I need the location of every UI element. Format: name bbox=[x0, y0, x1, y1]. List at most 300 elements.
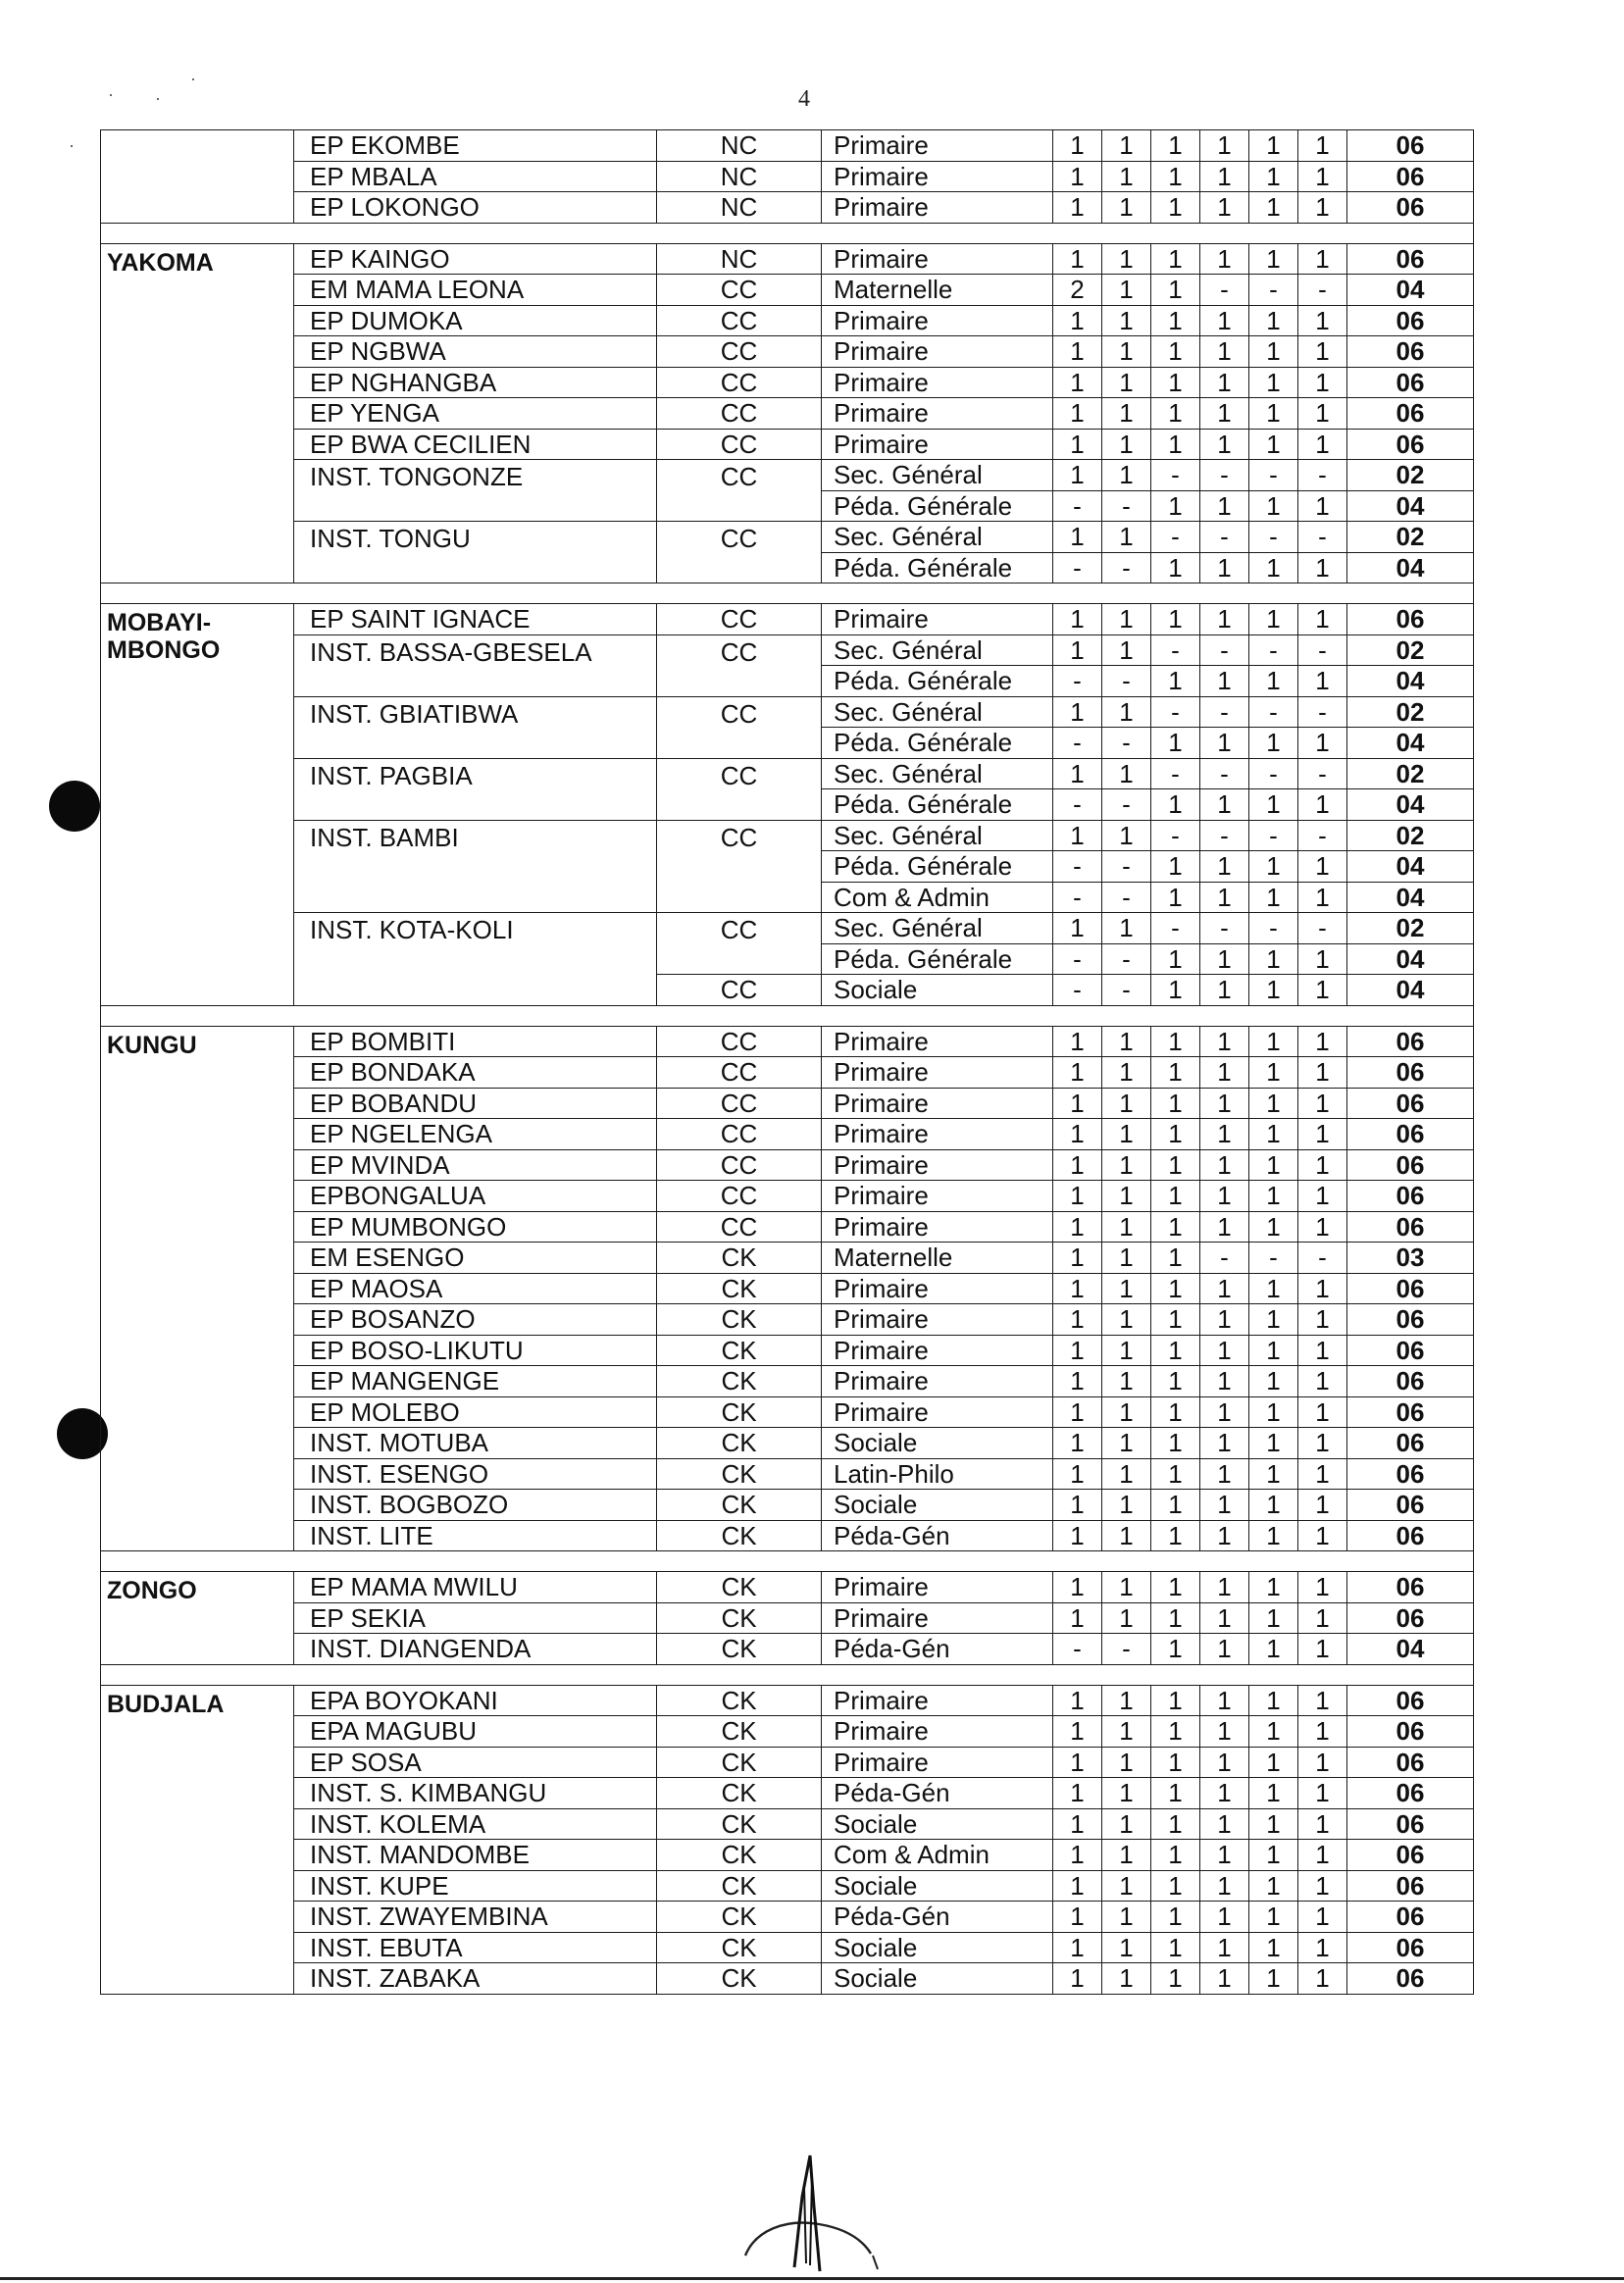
class-count-cell: - bbox=[1053, 552, 1102, 583]
option-cell: Primaire bbox=[822, 1149, 1053, 1181]
class-count-cell: 1 bbox=[1298, 490, 1347, 522]
class-count-cell: 1 bbox=[1053, 913, 1102, 944]
class-count-cell: 1 bbox=[1053, 1520, 1102, 1551]
class-count-cell: - bbox=[1053, 943, 1102, 975]
scan-speck bbox=[157, 98, 159, 100]
class-count-cell: - bbox=[1298, 1243, 1347, 1274]
class-count-cell: 1 bbox=[1053, 1273, 1102, 1304]
school-name-cell: INST. BOGBOZO bbox=[294, 1490, 657, 1521]
school-name-cell: INST. MOTUBA bbox=[294, 1428, 657, 1459]
class-count-cell: 1 bbox=[1102, 1572, 1151, 1603]
class-count-cell: 1 bbox=[1298, 367, 1347, 398]
class-count-cell: 2 bbox=[1053, 275, 1102, 306]
class-count-cell: - bbox=[1053, 728, 1102, 759]
class-count-cell: 1 bbox=[1102, 1119, 1151, 1150]
class-count-cell: 1 bbox=[1053, 429, 1102, 460]
class-count-cell: 1 bbox=[1200, 1119, 1249, 1150]
table-row bbox=[101, 1273, 1474, 1304]
class-count-cell: 1 bbox=[1200, 1428, 1249, 1459]
class-count-cell: 1 bbox=[1298, 1808, 1347, 1840]
district-cell: ZONGO bbox=[101, 1572, 294, 1665]
class-count-cell: 1 bbox=[1151, 666, 1200, 697]
spacer-cell bbox=[101, 1005, 1474, 1026]
class-count-cell: - bbox=[1249, 913, 1298, 944]
class-count-cell: 1 bbox=[1102, 1243, 1151, 1274]
class-count-cell: 1 bbox=[1249, 1119, 1298, 1150]
total-cell: 06 bbox=[1347, 429, 1474, 460]
class-count-cell: 1 bbox=[1200, 1149, 1249, 1181]
class-count-cell: 1 bbox=[1249, 1634, 1298, 1665]
regime-cell: CK bbox=[657, 1870, 822, 1902]
class-count-cell: 1 bbox=[1249, 604, 1298, 635]
school-name-cell: EP NGELENGA bbox=[294, 1119, 657, 1150]
class-count-cell: 1 bbox=[1102, 336, 1151, 368]
class-count-cell: 1 bbox=[1298, 552, 1347, 583]
class-count-cell: - bbox=[1249, 522, 1298, 553]
total-cell: 06 bbox=[1347, 1602, 1474, 1634]
class-count-cell: - bbox=[1249, 1243, 1298, 1274]
class-count-cell: 1 bbox=[1102, 1902, 1151, 1933]
group-spacer bbox=[101, 1551, 1474, 1572]
class-count-cell: 1 bbox=[1298, 943, 1347, 975]
class-count-cell: 1 bbox=[1200, 1808, 1249, 1840]
school-name-cell: INST. PAGBIA bbox=[294, 758, 657, 820]
option-cell: Sociale bbox=[822, 1490, 1053, 1521]
class-count-cell: 1 bbox=[1102, 1428, 1151, 1459]
option-cell: Sociale bbox=[822, 1428, 1053, 1459]
table-row bbox=[101, 1520, 1474, 1551]
class-count-cell: 1 bbox=[1298, 1396, 1347, 1428]
regime-cell: CK bbox=[657, 1490, 822, 1521]
school-name-cell: INST. TONGU bbox=[294, 522, 657, 583]
class-count-cell: 1 bbox=[1298, 1902, 1347, 1933]
class-count-cell: 1 bbox=[1298, 243, 1347, 275]
class-count-cell: 1 bbox=[1102, 1932, 1151, 1963]
total-cell: 06 bbox=[1347, 1057, 1474, 1089]
class-count-cell: 1 bbox=[1298, 851, 1347, 883]
class-count-cell: 1 bbox=[1053, 1490, 1102, 1521]
regime-cell: CC bbox=[657, 634, 822, 696]
option-cell: Primaire bbox=[822, 604, 1053, 635]
total-cell: 06 bbox=[1347, 1366, 1474, 1397]
table-row bbox=[101, 1747, 1474, 1778]
class-count-cell: 1 bbox=[1102, 1211, 1151, 1243]
table-row bbox=[101, 1181, 1474, 1212]
regime-cell: CC bbox=[657, 398, 822, 430]
option-cell: Primaire bbox=[822, 1366, 1053, 1397]
scan-speck bbox=[110, 94, 112, 96]
school-name-cell: INST. LITE bbox=[294, 1520, 657, 1551]
table-row bbox=[101, 1335, 1474, 1366]
class-count-cell: 1 bbox=[1298, 1119, 1347, 1150]
class-count-cell: 1 bbox=[1298, 192, 1347, 224]
class-count-cell: 1 bbox=[1151, 1902, 1200, 1933]
table-row bbox=[101, 1119, 1474, 1150]
table-row bbox=[101, 1304, 1474, 1336]
regime-cell: CK bbox=[657, 1458, 822, 1490]
district-cell: KUNGU bbox=[101, 1026, 294, 1551]
class-count-cell: 1 bbox=[1151, 552, 1200, 583]
class-count-cell: 1 bbox=[1053, 1057, 1102, 1089]
class-count-cell: - bbox=[1249, 696, 1298, 728]
class-count-cell: 1 bbox=[1102, 1057, 1151, 1089]
class-count-cell: 1 bbox=[1102, 758, 1151, 789]
class-count-cell: 1 bbox=[1249, 666, 1298, 697]
class-count-cell: 1 bbox=[1151, 1243, 1200, 1274]
group-spacer bbox=[101, 583, 1474, 604]
class-count-cell: 1 bbox=[1053, 1808, 1102, 1840]
class-count-cell: 1 bbox=[1102, 1747, 1151, 1778]
class-count-cell: 1 bbox=[1151, 161, 1200, 192]
regime-cell: CC bbox=[657, 522, 822, 583]
table-row bbox=[101, 634, 1474, 666]
table-row bbox=[101, 161, 1474, 192]
class-count-cell: 1 bbox=[1249, 243, 1298, 275]
class-count-cell: 1 bbox=[1200, 1716, 1249, 1748]
total-cell: 04 bbox=[1347, 728, 1474, 759]
school-name-cell: INST. KOTA-KOLI bbox=[294, 913, 657, 1006]
school-name-cell: INST. BAMBI bbox=[294, 820, 657, 913]
class-count-cell: 1 bbox=[1249, 1428, 1298, 1459]
school-name-cell: EPA MAGUBU bbox=[294, 1716, 657, 1748]
total-cell: 06 bbox=[1347, 1026, 1474, 1057]
class-count-cell: 1 bbox=[1298, 882, 1347, 913]
class-count-cell: 1 bbox=[1053, 1747, 1102, 1778]
table-row bbox=[101, 1716, 1474, 1748]
class-count-cell: - bbox=[1200, 820, 1249, 851]
staffing-table bbox=[100, 129, 1474, 1995]
school-name-cell: EPA BOYOKANI bbox=[294, 1685, 657, 1716]
option-cell: Primaire bbox=[822, 1396, 1053, 1428]
regime-cell: CC bbox=[657, 1119, 822, 1150]
table-row bbox=[101, 1602, 1474, 1634]
total-cell: 06 bbox=[1347, 192, 1474, 224]
class-count-cell: 1 bbox=[1298, 1181, 1347, 1212]
class-count-cell: 1 bbox=[1298, 305, 1347, 336]
class-count-cell: 1 bbox=[1200, 192, 1249, 224]
class-count-cell: - bbox=[1053, 882, 1102, 913]
class-count-cell: 1 bbox=[1249, 490, 1298, 522]
regime-cell: CC bbox=[657, 1088, 822, 1119]
class-count-cell: 1 bbox=[1298, 1335, 1347, 1366]
class-count-cell: 1 bbox=[1102, 1716, 1151, 1748]
class-count-cell: 1 bbox=[1200, 1088, 1249, 1119]
class-count-cell: 1 bbox=[1053, 460, 1102, 491]
class-count-cell: 1 bbox=[1151, 1211, 1200, 1243]
class-count-cell: 1 bbox=[1249, 975, 1298, 1006]
handwritten-signature bbox=[726, 2148, 883, 2275]
class-count-cell: 1 bbox=[1298, 1490, 1347, 1521]
total-cell: 02 bbox=[1347, 634, 1474, 666]
class-count-cell: 1 bbox=[1102, 367, 1151, 398]
class-count-cell: 1 bbox=[1151, 243, 1200, 275]
regime-cell: NC bbox=[657, 161, 822, 192]
class-count-cell: 1 bbox=[1053, 1428, 1102, 1459]
class-count-cell: 1 bbox=[1249, 1602, 1298, 1634]
class-count-cell: 1 bbox=[1151, 1685, 1200, 1716]
table-row bbox=[101, 696, 1474, 728]
class-count-cell: - bbox=[1102, 882, 1151, 913]
class-count-cell: - bbox=[1200, 913, 1249, 944]
class-count-cell: 1 bbox=[1053, 522, 1102, 553]
option-cell: Primaire bbox=[822, 1119, 1053, 1150]
regime-cell: CC bbox=[657, 696, 822, 758]
total-cell: 04 bbox=[1347, 851, 1474, 883]
table-row bbox=[101, 1088, 1474, 1119]
class-count-cell: 1 bbox=[1298, 1963, 1347, 1995]
class-count-cell: 1 bbox=[1298, 130, 1347, 162]
school-name-cell: EP EKOMBE bbox=[294, 130, 657, 162]
class-count-cell: 1 bbox=[1200, 1963, 1249, 1995]
class-count-cell: 1 bbox=[1249, 1490, 1298, 1521]
class-count-cell: 1 bbox=[1298, 1366, 1347, 1397]
option-cell: Primaire bbox=[822, 1685, 1053, 1716]
table-row bbox=[101, 1685, 1474, 1716]
school-name-cell: INST. ZABAKA bbox=[294, 1963, 657, 1995]
school-name-cell: EP BOBANDU bbox=[294, 1088, 657, 1119]
class-count-cell: 1 bbox=[1151, 1808, 1200, 1840]
school-name-cell: INST. BASSA-GBESELA bbox=[294, 634, 657, 696]
class-count-cell: - bbox=[1102, 789, 1151, 821]
total-cell: 04 bbox=[1347, 789, 1474, 821]
class-count-cell: - bbox=[1200, 696, 1249, 728]
total-cell: 06 bbox=[1347, 1211, 1474, 1243]
class-count-cell: 1 bbox=[1249, 1685, 1298, 1716]
class-count-cell: 1 bbox=[1200, 1685, 1249, 1716]
class-count-cell: 1 bbox=[1298, 161, 1347, 192]
class-count-cell: 1 bbox=[1053, 1778, 1102, 1809]
class-count-cell: - bbox=[1298, 758, 1347, 789]
class-count-cell: - bbox=[1102, 666, 1151, 697]
class-count-cell: 1 bbox=[1249, 1149, 1298, 1181]
total-cell: 06 bbox=[1347, 1747, 1474, 1778]
regime-cell: CK bbox=[657, 1932, 822, 1963]
class-count-cell: 1 bbox=[1298, 1520, 1347, 1551]
class-count-cell: 1 bbox=[1151, 1149, 1200, 1181]
regime-cell: CC bbox=[657, 460, 822, 522]
class-count-cell: 1 bbox=[1298, 1778, 1347, 1809]
school-name-cell: EP SOSA bbox=[294, 1747, 657, 1778]
class-count-cell: 1 bbox=[1151, 1572, 1200, 1603]
total-cell: 06 bbox=[1347, 305, 1474, 336]
class-count-cell: 1 bbox=[1102, 604, 1151, 635]
total-cell: 06 bbox=[1347, 1778, 1474, 1809]
class-count-cell: - bbox=[1249, 460, 1298, 491]
regime-cell: CC bbox=[657, 1181, 822, 1212]
regime-cell: CK bbox=[657, 1963, 822, 1995]
school-name-cell: INST. DIANGENDA bbox=[294, 1634, 657, 1665]
class-count-cell: 1 bbox=[1298, 1747, 1347, 1778]
option-cell: Primaire bbox=[822, 1304, 1053, 1336]
class-count-cell: 1 bbox=[1200, 1572, 1249, 1603]
class-count-cell: 1 bbox=[1200, 728, 1249, 759]
table-row bbox=[101, 1490, 1474, 1521]
class-count-cell: 1 bbox=[1151, 490, 1200, 522]
class-count-cell: 1 bbox=[1249, 1520, 1298, 1551]
school-name-cell: EP BONDAKA bbox=[294, 1057, 657, 1089]
regime-cell: CK bbox=[657, 1685, 822, 1716]
class-count-cell: 1 bbox=[1053, 243, 1102, 275]
table-row bbox=[101, 367, 1474, 398]
total-cell: 06 bbox=[1347, 1870, 1474, 1902]
option-cell: Péda-Gén bbox=[822, 1902, 1053, 1933]
total-cell: 06 bbox=[1347, 161, 1474, 192]
total-cell: 06 bbox=[1347, 1088, 1474, 1119]
class-count-cell: 1 bbox=[1298, 1428, 1347, 1459]
class-count-cell: 1 bbox=[1102, 398, 1151, 430]
total-cell: 06 bbox=[1347, 367, 1474, 398]
regime-cell: CK bbox=[657, 1602, 822, 1634]
option-cell: Primaire bbox=[822, 192, 1053, 224]
table-row bbox=[101, 1428, 1474, 1459]
regime-cell: CC bbox=[657, 604, 822, 635]
option-cell: Primaire bbox=[822, 429, 1053, 460]
table-row bbox=[101, 1932, 1474, 1963]
option-cell: Péda. Générale bbox=[822, 666, 1053, 697]
class-count-cell: - bbox=[1298, 634, 1347, 666]
class-count-cell: 1 bbox=[1151, 1181, 1200, 1212]
class-count-cell: - bbox=[1200, 275, 1249, 306]
option-cell: Péda-Gén bbox=[822, 1520, 1053, 1551]
class-count-cell: - bbox=[1102, 1634, 1151, 1665]
total-cell: 02 bbox=[1347, 696, 1474, 728]
school-name-cell: EP MAOSA bbox=[294, 1273, 657, 1304]
total-cell: 02 bbox=[1347, 758, 1474, 789]
class-count-cell: 1 bbox=[1151, 1840, 1200, 1871]
class-count-cell: 1 bbox=[1200, 161, 1249, 192]
class-count-cell: 1 bbox=[1102, 634, 1151, 666]
school-name-cell: INST. KOLEMA bbox=[294, 1808, 657, 1840]
total-cell: 06 bbox=[1347, 1840, 1474, 1871]
total-cell: 04 bbox=[1347, 275, 1474, 306]
class-count-cell: 1 bbox=[1151, 1963, 1200, 1995]
table-row bbox=[101, 1211, 1474, 1243]
school-name-cell: INST. MANDOMBE bbox=[294, 1840, 657, 1871]
option-cell: Péda. Générale bbox=[822, 728, 1053, 759]
class-count-cell: 1 bbox=[1298, 666, 1347, 697]
table-row bbox=[101, 1808, 1474, 1840]
class-count-cell: 1 bbox=[1053, 1088, 1102, 1119]
class-count-cell: 1 bbox=[1298, 1088, 1347, 1119]
table-row bbox=[101, 305, 1474, 336]
regime-cell: NC bbox=[657, 192, 822, 224]
class-count-cell: 1 bbox=[1249, 398, 1298, 430]
class-count-cell: 1 bbox=[1298, 1057, 1347, 1089]
regime-cell: CK bbox=[657, 1572, 822, 1603]
class-count-cell: 1 bbox=[1151, 1366, 1200, 1397]
class-count-cell: 1 bbox=[1102, 1808, 1151, 1840]
class-count-cell: 1 bbox=[1298, 789, 1347, 821]
regime-cell: CC bbox=[657, 913, 822, 975]
option-cell: Sec. Général bbox=[822, 460, 1053, 491]
option-cell: Primaire bbox=[822, 243, 1053, 275]
class-count-cell: 1 bbox=[1151, 1335, 1200, 1366]
total-cell: 06 bbox=[1347, 1304, 1474, 1336]
class-count-cell: 1 bbox=[1102, 1304, 1151, 1336]
total-cell: 02 bbox=[1347, 913, 1474, 944]
class-count-cell: 1 bbox=[1151, 1057, 1200, 1089]
total-cell: 04 bbox=[1347, 666, 1474, 697]
class-count-cell: 1 bbox=[1151, 1520, 1200, 1551]
table-row bbox=[101, 1634, 1474, 1665]
scan-speck bbox=[71, 145, 73, 147]
class-count-cell: - bbox=[1151, 696, 1200, 728]
class-count-cell: - bbox=[1298, 696, 1347, 728]
option-cell: Primaire bbox=[822, 130, 1053, 162]
class-count-cell: 1 bbox=[1298, 398, 1347, 430]
class-count-cell: 1 bbox=[1102, 275, 1151, 306]
class-count-cell: 1 bbox=[1102, 1963, 1151, 1995]
class-count-cell: 1 bbox=[1298, 1149, 1347, 1181]
class-count-cell: 1 bbox=[1200, 305, 1249, 336]
class-count-cell: 1 bbox=[1298, 1304, 1347, 1336]
total-cell: 06 bbox=[1347, 1932, 1474, 1963]
class-count-cell: - bbox=[1298, 275, 1347, 306]
class-count-cell: 1 bbox=[1200, 130, 1249, 162]
regime-cell: CK bbox=[657, 1808, 822, 1840]
table-row bbox=[101, 1149, 1474, 1181]
table-row bbox=[101, 604, 1474, 635]
class-count-cell: 1 bbox=[1200, 243, 1249, 275]
class-count-cell: 1 bbox=[1249, 1181, 1298, 1212]
class-count-cell: 1 bbox=[1249, 728, 1298, 759]
class-count-cell: 1 bbox=[1298, 1458, 1347, 1490]
total-cell: 02 bbox=[1347, 460, 1474, 491]
class-count-cell: 1 bbox=[1151, 1634, 1200, 1665]
class-count-cell: 1 bbox=[1102, 696, 1151, 728]
class-count-cell: 1 bbox=[1053, 820, 1102, 851]
class-count-cell: - bbox=[1151, 460, 1200, 491]
option-cell: Primaire bbox=[822, 1057, 1053, 1089]
regime-cell: CC bbox=[657, 429, 822, 460]
class-count-cell: 1 bbox=[1102, 1181, 1151, 1212]
option-cell: Sociale bbox=[822, 1808, 1053, 1840]
option-cell: Primaire bbox=[822, 1026, 1053, 1057]
option-cell: Primaire bbox=[822, 1747, 1053, 1778]
total-cell: 06 bbox=[1347, 1458, 1474, 1490]
class-count-cell: 1 bbox=[1298, 1685, 1347, 1716]
class-count-cell: 1 bbox=[1102, 130, 1151, 162]
class-count-cell: - bbox=[1249, 820, 1298, 851]
class-count-cell: - bbox=[1102, 851, 1151, 883]
school-name-cell: EP SAINT IGNACE bbox=[294, 604, 657, 635]
option-cell: Péda. Générale bbox=[822, 789, 1053, 821]
class-count-cell: 1 bbox=[1249, 1572, 1298, 1603]
class-count-cell: 1 bbox=[1200, 1181, 1249, 1212]
class-count-cell: 1 bbox=[1200, 1902, 1249, 1933]
class-count-cell: 1 bbox=[1151, 1490, 1200, 1521]
class-count-cell: 1 bbox=[1053, 1458, 1102, 1490]
option-cell: Péda. Générale bbox=[822, 490, 1053, 522]
option-cell: Sec. Général bbox=[822, 913, 1053, 944]
option-cell: Latin-Philo bbox=[822, 1458, 1053, 1490]
class-count-cell: 1 bbox=[1102, 161, 1151, 192]
table-row bbox=[101, 1366, 1474, 1397]
regime-cell: CC bbox=[657, 336, 822, 368]
regime-cell: CC bbox=[657, 1149, 822, 1181]
class-count-cell: 1 bbox=[1102, 1458, 1151, 1490]
option-cell: Maternelle bbox=[822, 275, 1053, 306]
class-count-cell: 1 bbox=[1200, 1211, 1249, 1243]
class-count-cell: 1 bbox=[1249, 1902, 1298, 1933]
total-cell: 03 bbox=[1347, 1243, 1474, 1274]
group-spacer bbox=[101, 223, 1474, 243]
class-count-cell: 1 bbox=[1102, 1366, 1151, 1397]
class-count-cell: 1 bbox=[1200, 666, 1249, 697]
class-count-cell: 1 bbox=[1102, 820, 1151, 851]
class-count-cell: 1 bbox=[1151, 1428, 1200, 1459]
school-name-cell: EP MOLEBO bbox=[294, 1396, 657, 1428]
